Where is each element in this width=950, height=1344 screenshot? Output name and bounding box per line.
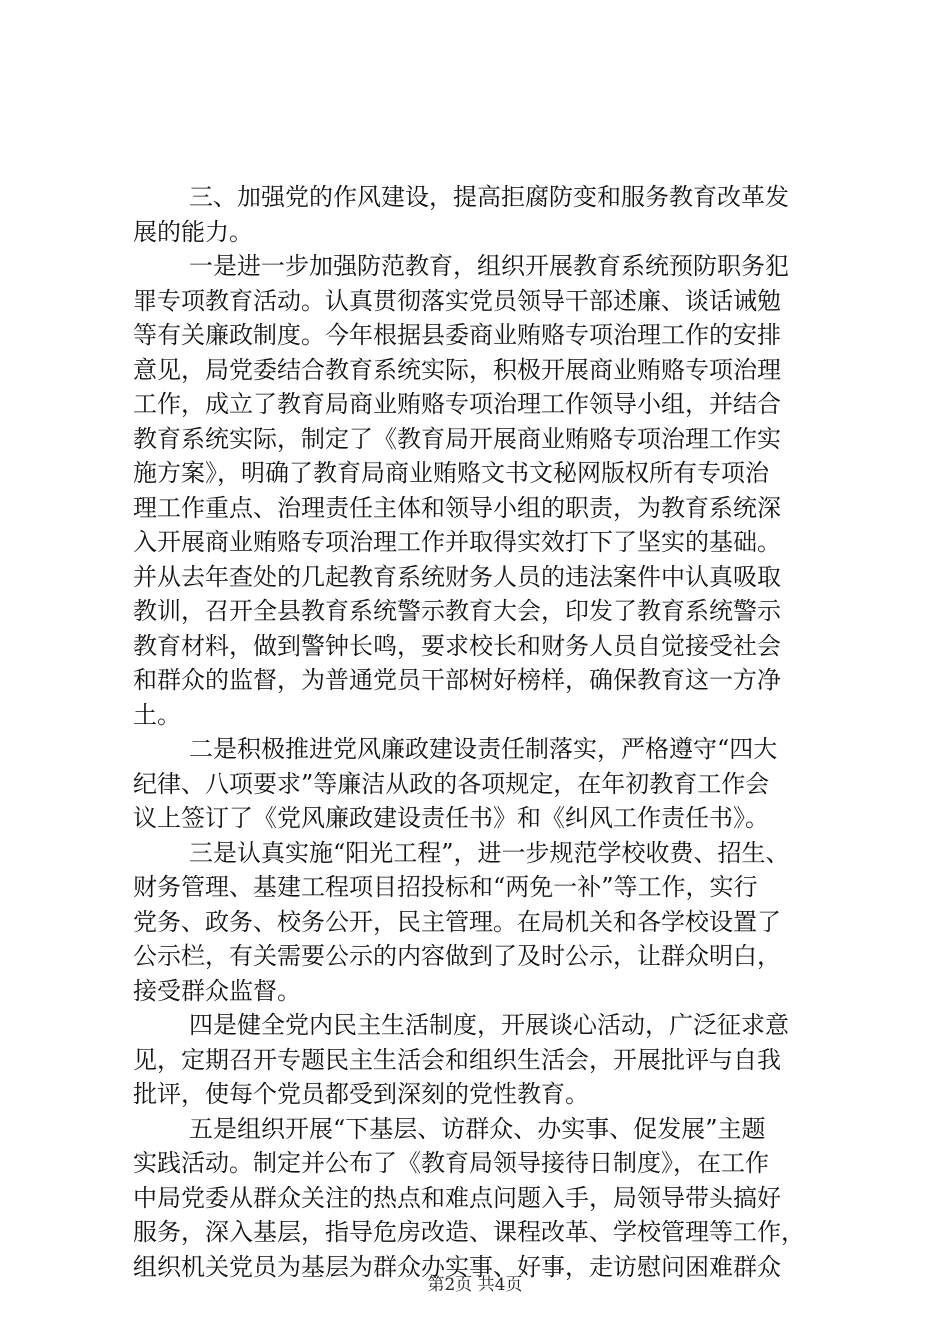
document-line: 工作，成立了教育局商业贿赂专项治理工作领导小组，并结合 [133, 390, 781, 418]
document-line: 五是组织开展“下基层、访群众、办实事、促发展”主题 [189, 1114, 766, 1143]
document-line: 等有关廉政制度。今年根据县委商业贿赂专项治理工作的安排 [133, 321, 781, 349]
document-line: 罪专项教育活动。认真贯彻落实党员领导干部述廉、谈话诫勉 [133, 286, 781, 315]
document-line: 土。 [133, 700, 181, 729]
document-line: 入开展商业贿赂专项治理工作并取得实效打下了坚实的基础。 [133, 528, 781, 556]
document-line: 公示栏，有关需要公示的内容做到了及时公示，让群众明白， [133, 942, 781, 970]
document-body [133, 180, 833, 1284]
document-line: 四是健全党内民主生活制度，开展谈心活动，广泛征求意 [189, 1011, 789, 1039]
document-line: 教训，召开全县教育系统警示教育大会，印发了教育系统警示 [133, 597, 781, 625]
document-line: 和群众的监督，为普通党员干部树好榜样，确保教育这一方净 [133, 666, 781, 694]
document-line: 教育材料，做到警钟长鸣，要求校长和财务人员自觉接受社会 [133, 631, 781, 660]
document-line: 纪律、八项要求”等廉洁从政的各项规定，在年初教育工作会 [133, 769, 770, 798]
document-line: 施方案》，明确了教育局商业贿赂文书文秘网版权所有专项治 [133, 459, 769, 487]
document-line: 组织机关党员为基层为群众办实事、好事，走访慰问困难群众 [133, 1252, 781, 1281]
document-line: 见，定期召开专题民主生活会和组织生活会，开展批评与自我 [133, 1045, 781, 1074]
document-line: 三是认真实施“阳光工程”，进一步规范学校收费、招生、 [189, 838, 790, 867]
document-line: 理工作重点、治理责任主体和领导小组的职责，为教育系统深 [133, 493, 781, 522]
document-line: 批评，使每个党员都受到深刻的党性教育。 [133, 1080, 589, 1108]
document-line: 三、加强党的作风建设，提高拒腐防变和服务教育改革发 [189, 183, 789, 211]
document-line: 党务、政务、校务公开，民主管理。在局机关和各学校设置了 [133, 907, 781, 936]
document-line: 议上签订了《党风廉政建设责任书》和《纠风工作责任书》。 [133, 804, 769, 832]
document-line: 财务管理、基建工程项目招投标和“两免一补”等工作，实行 [133, 873, 758, 901]
document-line: 实践活动。制定并公布了《教育局领导接待日制度》，在工作 [133, 1149, 769, 1177]
document-line: 接受群众监督。 [133, 976, 301, 1005]
document-line: 意见，局党委结合教育系统实际，积极开展商业贿赂专项治理 [133, 355, 781, 384]
document-line: 中局党委从群众关注的热点和难点问题入手，局领导带头搞好 [133, 1183, 781, 1212]
document-line: 服务，深入基层，指导危房改造、课程改革、学校管理等工作， [133, 1218, 805, 1246]
document-line: 二是积极推进党风廉政建设责任制落实，严格遵守“四大 [189, 735, 778, 763]
page-footer: 第2页 共4页 [427, 1275, 523, 1295]
document-line: 教育系统实际，制定了《教育局开展商业贿赂专项治理工作实 [133, 424, 781, 453]
document-line: 展的能力。 [133, 217, 253, 246]
document-line: 并从去年查处的几起教育系统财务人员的违法案件中认真吸取 [133, 562, 781, 591]
document-line: 一是进一步加强防范教育，组织开展教育系统预防职务犯 [189, 252, 789, 280]
